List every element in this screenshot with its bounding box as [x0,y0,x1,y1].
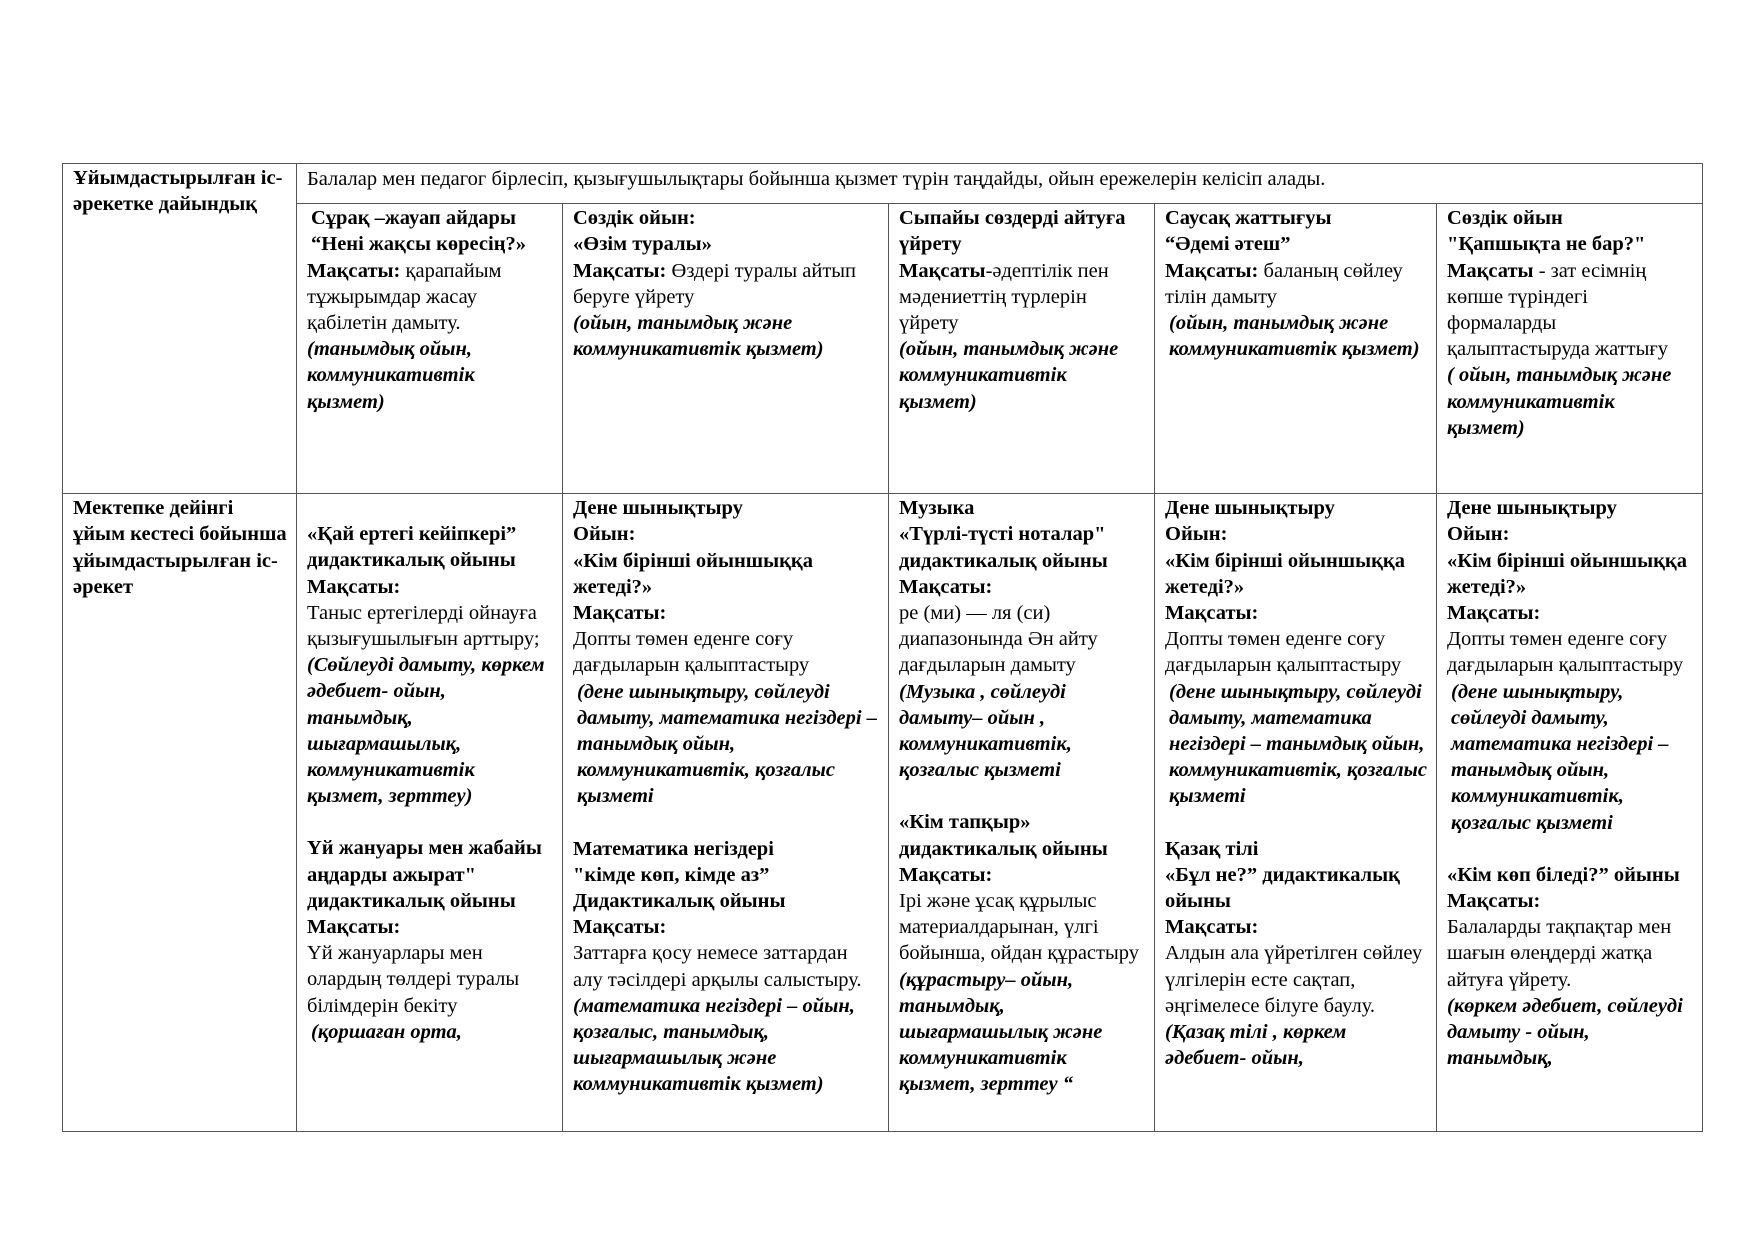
goal-text: Допты төмен еденге соғу дағдыларын қалыптастыру [1165,628,1402,677]
goal-label: Мақсаты: [1447,602,1541,625]
spacer [1447,836,1694,862]
spacer [899,783,1146,809]
activity-text: (математика негіздері – ойын, қозғалыс, танымдық, шығармашылық және коммуникативтік қызмет) [573,994,855,1096]
organized-day-5 [1437,494,1703,1132]
activity-text: (ойын, танымдық және коммуникативтік қызмет) [1169,312,1420,361]
prep-day-subtitle: "Қапшықта не бар?" [1447,233,1646,256]
activity-text: (дене шынықтыру, сөйлеуді дамыту, математика негіздері – танымдық ойын, коммуникативтік, қозғалыс қызметі [577,680,877,808]
schedule-table [62,163,1703,1132]
goal-label: Мақсаты: [307,916,401,939]
game-title: «Түрлі-түсті ноталар" дидактикалық ойыны [899,523,1108,572]
activity-text: (дене шынықтыру, сөйлеуді дамыту, математика негіздері – танымдық ойын, коммуникативтік, қозғалыс қызметі [1451,680,1669,834]
activity-text: (Музыка , сөйлеуді дамыту– ойын , коммуникативтік, қозғалыс қызметі [899,680,1072,782]
activity-text: (қоршаған орта, [311,1020,462,1043]
goal-text: Допты төмен еденге соғу дағдыларын қалыптастыру [573,628,810,677]
game-title: «Қай ертегі кейіпкері” дидактикалық ойыны [307,523,517,572]
game-title: «Кім көп біледі?” ойыны [1447,863,1680,886]
game-title: «Кім бірінші ойыншыққа жетеді?» [1447,549,1687,598]
goal-text: Үй жануарлары мен олардың төлдері туралы білімдерін бекіту [307,942,520,1017]
goal-label: Мақсаты: [1165,259,1259,282]
game-title: «Кім бірінші ойыншыққа жетеді?» [573,549,813,598]
prep-day-title: Сөздік ойын [1447,207,1563,230]
organized-row [63,494,1703,1132]
spacer [573,810,880,836]
game-label: Ойын: [1447,523,1510,546]
activity-text: (ойын, танымдық және коммуникативтік қызмет) [899,338,1119,413]
subject-title: Дене шынықтыру [573,497,743,520]
prep-day-title: Саусақ жаттығуы [1165,207,1332,230]
subject-title: Математика негіздері [573,837,774,860]
prep-day-title: Сыпайы сөздерді айтуға үйрету [899,207,1126,256]
goal-label: Мақсаты: [899,575,993,598]
organized-day-1 [297,494,563,1132]
goal-label: Мақсаты: [307,575,401,598]
goal-text: қарапайым тұжырымдар жасау қабілетін дамыту. [307,259,502,335]
goal-label: Мақсаты: [573,602,667,625]
spacer [1165,810,1428,836]
prep-day-subtitle: «Өзім туралы» [573,233,712,256]
activity-text: ( ойын, танымдық және коммуникативтік қызмет) [1447,364,1672,439]
prep-day-4 [1155,204,1437,494]
prep-day-1 [297,204,563,494]
goal-label: Мақсаты: [899,863,993,886]
goal-label: Мақсаты: [1165,916,1259,939]
goal-text: - зат есімнің көпше түріндегі формаларды қалыптастыруда жаттығу [1447,259,1669,361]
goal-text: Допты төмен еденге соғу дағдыларын қалыптастыру [1447,628,1684,677]
goal-text: Алдын ала үйретілген сөйлеу үлгілерін есте сақтап, әңгімелесе білуге баулу. [1165,942,1423,1017]
activity-text: (құрастыру– ойын, танымдық, шығармашылық және коммуникативтік қызмет, зерттеу “ [899,968,1103,1096]
goal-label: Мақсаты [899,259,986,282]
subject-title: Дене шынықтыру [1447,497,1617,520]
prep-day-subtitle: “Нені жақсы көресің?» [311,233,526,256]
spacer [307,809,554,835]
goal-label: Мақсаты: [1165,602,1259,625]
goal-text: Ірі және ұсақ құрылыс материалдарынан, үлгі бойынша, ойдан құрастыру [899,890,1139,965]
activity-text: (танымдық ойын, коммуникативтік қызмет) [307,338,475,413]
goal-label: Мақсаты: [1447,890,1541,913]
goal-text: Таныс ертегілерді ойнауға қызығушылығын арттыру; [307,601,540,651]
goal-text: Заттарға қосу немесе заттардан алу тәсілдері арқылы салыстыру. [573,942,862,991]
game-title: "кімде көп, кімде аз” Дидактикалық ойыны [573,863,786,913]
goal-text: Балаларды тақпақтар мен шағын өлеңдерді жатқа айтуға үйрету. [1447,916,1672,991]
game-title: «Кім тапқыр» дидактикалық ойыны [899,811,1108,860]
goal-text: Өздері туралы айтып беруге үйрету [573,259,857,308]
game-title: «Кім бірінші ойыншыққа жетеді?» [1165,549,1405,598]
goal-label: Мақсаты: [307,259,401,282]
organized-day-3 [889,494,1155,1132]
game-label: Ойын: [573,523,636,546]
goal-label: Мақсаты: [573,916,667,939]
subject-title: Қазақ тілі [1165,837,1259,860]
goal-text: баланың сөйлеу тілін дамыту [1165,259,1403,308]
subject-title: Музыка [899,497,975,520]
spacer [307,495,554,521]
prep-day-subtitle: “Әдемі әтеш” [1165,233,1291,256]
activity-text: (дене шынықтыру, сөйлеуді дамыту, математика негіздері – танымдық ойын, коммуникативтік, қозғалыс қызметі [1169,680,1427,808]
activity-text: (көркем әдебиет, сөйлеуді дамыту - ойын, танымдық, [1447,994,1683,1070]
activity-text: (Сөйлеуді дамыту, көркем әдебиет- ойын, танымдық, шығармашылық, коммуникативтік қызмет, зерттеу) [307,654,545,808]
prep-day-2 [563,204,889,494]
prep-days-row [63,204,1703,494]
goal-label: Мақсаты: [573,259,667,282]
goal-label: Мақсаты [1447,259,1534,282]
organized-day-4 [1155,494,1437,1132]
goal-text: ре (ми) — ля (си) диапазонында Ән айту дағдыларын дамыту [899,602,1098,677]
game-title: «Бұл не?” дидактикалық ойыны [1165,863,1400,913]
game-label: Ойын: [1165,523,1228,546]
game-title: Үй жануары мен жабайы аңдарды ажырат" дидактикалық ойыны [307,837,542,912]
prep-intro-row [63,164,1703,204]
prep-intro-text: Балалар мен педагог бірлесіп, қызығушылықтары бойынша қызмет түрін таңдайды, ойын ережелерін келісіп алады. [297,164,1703,204]
organized-day-2 [563,494,889,1132]
prep-day-3 [889,204,1155,494]
goal-text: -әдептілік пен мәдениеттің түрлерін үйрету [899,259,1109,335]
activity-text: (ойын, танымдық және коммуникативтік қызмет) [573,312,824,361]
prep-day-title: Сұрақ –жауап айдары [311,207,516,230]
prep-day-5 [1437,204,1703,494]
row-label-prep: Ұйымдастырылған іс-әрекетке дайындық [63,164,297,494]
subject-title: Дене шынықтыру [1165,497,1335,520]
row-label-organized: Мектепке дейінгі ұйым кестесі бойынша ұйымдастырылған іс-әрекет [63,494,297,1132]
prep-day-title: Сөздік ойын: [573,207,696,230]
activity-text: (Қазақ тілі , көркем әдебиет- ойын, [1165,1021,1347,1070]
